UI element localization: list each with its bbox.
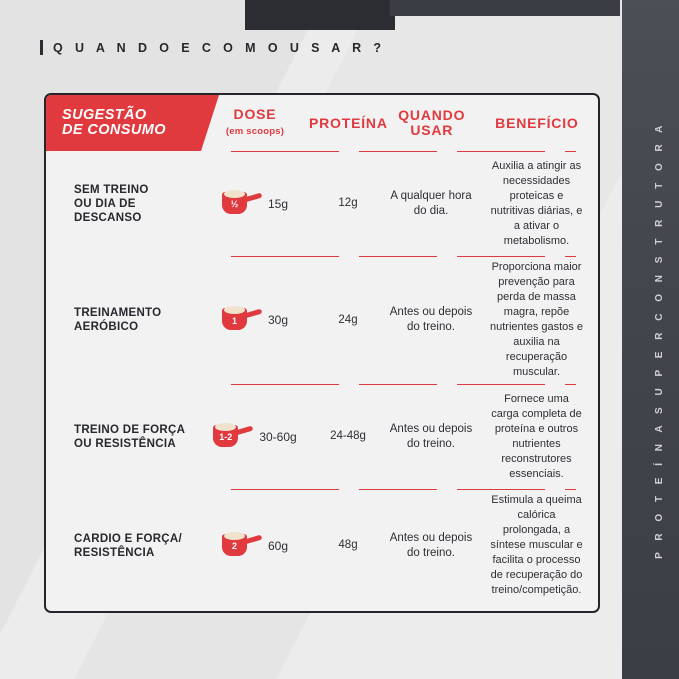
when-value: Antes ou depois do treino.	[389, 422, 473, 450]
row-when	[387, 527, 475, 565]
scoop-powder-icon	[215, 423, 236, 431]
page-title	[40, 40, 385, 55]
table-row	[46, 151, 598, 256]
row-dose	[201, 186, 309, 222]
row-label-line2: OU DIA DE	[74, 197, 136, 210]
dose-value: 30-60g	[259, 429, 297, 444]
column-header-protein-label: PROTEÍNA	[309, 114, 388, 131]
table-row	[46, 384, 598, 489]
column-header-benefit	[476, 95, 598, 151]
scoop-cup-icon	[222, 308, 247, 330]
table-title-line2: DE CONSUMO	[62, 122, 166, 138]
column-header-benefit-label: BENEFÍCIO	[495, 114, 579, 131]
row-label-line2: OU RESISTÊNCIA	[74, 437, 176, 450]
benefit-value: Estimula a queima calórica prolongada, a síntese muscular e facilita o processo de recuperação do treino/competição.	[490, 494, 583, 596]
row-label-line1: CARDIO E FORÇA/	[74, 532, 182, 545]
consumption-table-card	[44, 93, 600, 613]
table-row	[46, 489, 598, 602]
row-label	[46, 419, 201, 455]
table-row	[46, 256, 598, 384]
scoop-amount-label: 1-2	[219, 432, 233, 442]
side-band	[622, 0, 679, 679]
row-label	[46, 179, 201, 229]
row-benefit	[475, 388, 598, 486]
dose-value: 30g	[267, 313, 289, 327]
dose-value: 60g	[267, 538, 289, 553]
dose-value: 15g	[267, 196, 289, 211]
row-benefit	[475, 155, 598, 253]
title-accent-bar	[40, 40, 43, 55]
row-dose	[201, 528, 309, 564]
column-header-when-line2: USAR	[410, 122, 454, 138]
column-header-protein	[309, 95, 388, 151]
benefit-value: Auxilia a atingir as necessidades proteicas e nutritivas diárias, e a ativar o metabolismo.	[490, 159, 583, 247]
row-label-line3: DESCANSO	[74, 211, 142, 224]
row-protein	[309, 534, 387, 557]
row-label-line2: RESISTÊNCIA	[74, 546, 155, 559]
scoop-icon	[213, 423, 253, 451]
title-text: Q U A N D O E C O M O U S A R ?	[53, 40, 386, 55]
row-when	[387, 185, 475, 223]
row-benefit	[475, 489, 598, 602]
protein-value: 24g	[338, 313, 358, 326]
row-when	[387, 418, 475, 456]
benefit-value: Fornece uma carga completa de proteína e outros nutrientes reconstrutores essenciais.	[491, 392, 582, 480]
column-header-dose-sub: (em scoops)	[225, 126, 285, 137]
protein-value: 12g	[338, 197, 358, 209]
background-dark-top-block	[245, 0, 395, 30]
scoop-powder-icon	[224, 532, 245, 540]
benefit-value: Proporciona maior prevenção para perda de massa magra, repõe nutrientes gastos e auxilia na recuperação muscular.	[490, 261, 583, 378]
protein-value: 48g	[338, 539, 358, 551]
row-dose	[201, 419, 309, 455]
table-body	[46, 151, 598, 606]
row-label-line2: AERÓBICO	[74, 321, 139, 333]
table-header-row	[46, 95, 598, 151]
scoop-cup-icon	[222, 192, 247, 214]
scoop-cup-icon	[213, 425, 238, 447]
row-when	[387, 301, 475, 339]
row-label-line1: SEM TREINO	[74, 183, 149, 196]
scoop-powder-icon	[224, 190, 245, 198]
column-header-when-line1: QUANDO	[398, 107, 466, 123]
row-dose	[201, 302, 309, 338]
row-benefit	[475, 256, 598, 384]
when-value: Antes ou depois do treino.	[389, 306, 473, 333]
scoop-icon	[222, 190, 262, 218]
row-label-line1: TREINO DE FORÇA	[74, 423, 186, 436]
row-label-line1: TREINAMENTO	[74, 307, 162, 319]
table-title-block	[46, 95, 201, 151]
scoop-amount-label: 2	[231, 541, 237, 551]
column-header-when	[388, 95, 476, 151]
row-protein	[309, 192, 387, 215]
scoop-amount-label: ½	[230, 199, 239, 209]
row-label	[46, 302, 201, 338]
table-title-line1: SUGESTÃO	[62, 107, 147, 123]
scoop-powder-icon	[224, 306, 245, 314]
column-header-dose-label: DOSE	[233, 106, 277, 122]
when-value: Antes ou depois do treino.	[389, 531, 473, 559]
background-dark-corner-block	[390, 0, 620, 16]
when-value: A qualquer hora do dia.	[390, 189, 472, 217]
side-band-label: P R O T E Í N A S U P E R C O N S T R U T O R A	[654, 120, 665, 559]
protein-value: 24-48g	[330, 430, 366, 442]
row-protein	[309, 309, 387, 332]
row-protein	[309, 425, 387, 448]
scoop-amount-label: 1	[231, 315, 237, 326]
row-label	[46, 528, 201, 564]
scoop-cup-icon	[222, 534, 247, 556]
scoop-icon	[222, 306, 262, 334]
scoop-icon	[222, 532, 262, 560]
